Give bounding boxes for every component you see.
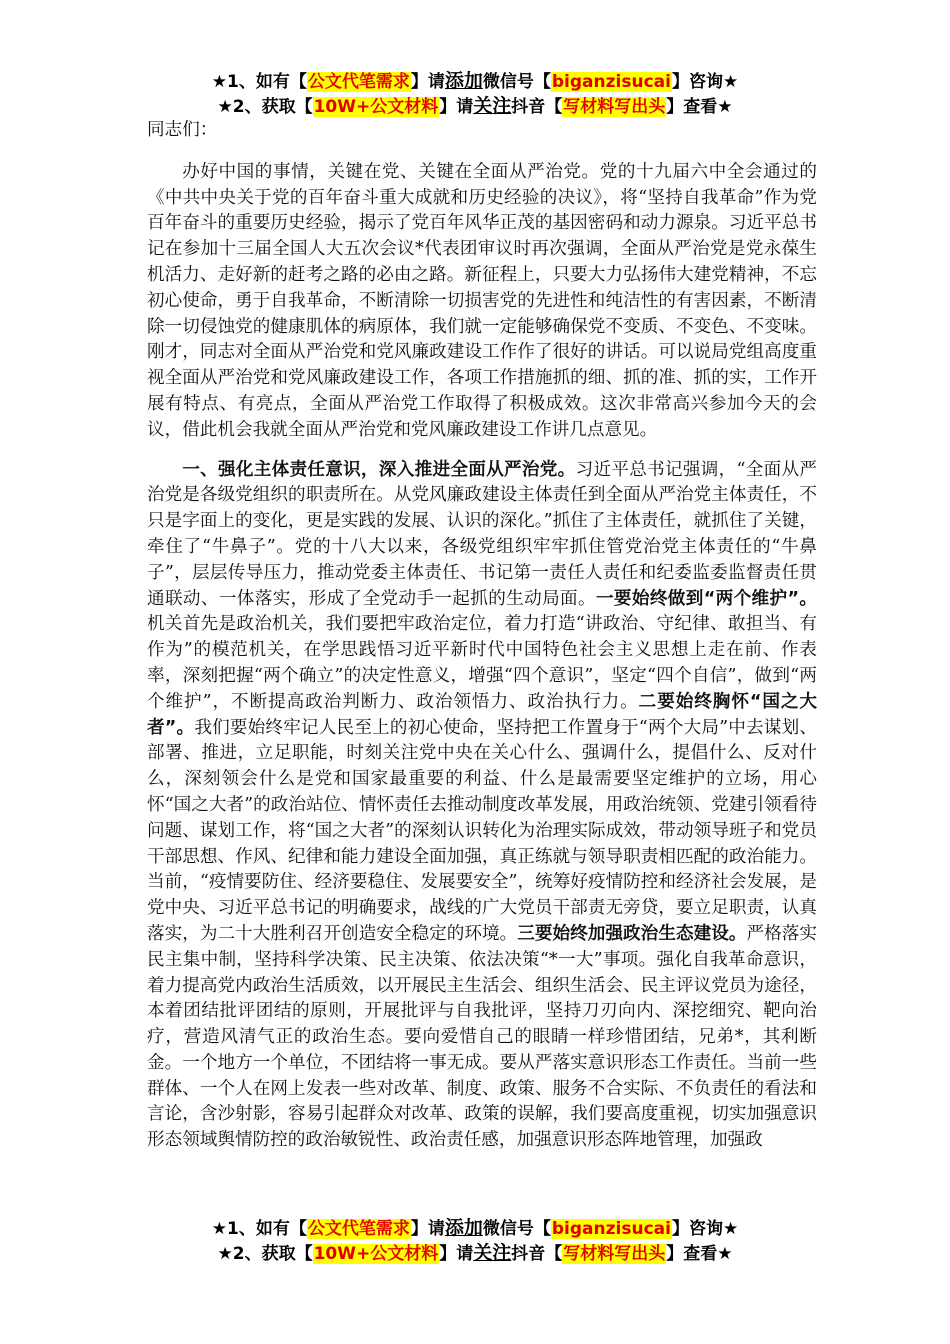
banner-line-2: ★2、获取【10W+公文材料】请关注抖音【写材料写出头】查看★ — [217, 1242, 733, 1264]
highlight-text: biganzisucai — [551, 72, 671, 92]
paragraph-section-1: 一、强化主体责任意识，深入推进全面从严治党。习近平总书记强调，“全面从严治党是各级党组织的职责所在。从党风廉政建设主体责任到全面从严治党主体责任，不只是字面上的变化，更是实践的发展、认识的深化。”抓住了主体责任，就抓住了关键，牵住了“牛鼻子”。党的十八大以来，各级党组织牢牢抓住管党治党主体责任的“牛鼻子”，层层传导压力，推动党委主体责任、书记第一责任人责任和纪委监委监督责任贯通联动、一体落实，形成了全党动手一起抓的生动局面。一要始终做到“两个维护”。机关首先是政治机关，我们要把牢政治定位，着力打造“讲政治、守纪律、敢担当、有作为”的模范机关，在学思践悟习近平新时代中国特色社会主义思想上走在前、作表率，深刻把握“两个确立”的决定性意义，增强“四个意识”，坚定“四个自信”，做到“两个维护”，不断提高政治判断力、政治领悟力、政治执行力。二要始终胸怀“国之大者”。我们要始终牢记人民至上的初心使命，坚持把工作置身于“两个大局”中去谋划、部署、推进，立足职能，时刻关注党中央在关心什么、强调什么，提倡什么、反对什么，深刻领会什么是党和国家最重要的利益、什么是最需要坚定维护的立场，用心怀“国之大者”的政治站位、情怀责任去推动制度改革发展，用政治统领、党建引领看待问题、谋划工作，将“国之大者”的深刻认识转化为治理实际成效，带动领导班子和党员干部思想、作风、纪律和能力建设全面加强，真正练就与领导职责相匹配的政治能力。当前，“疫情要防住、经济要稳住、发展要安全”，统筹好疫情防控和经济社会发展，是党中央、习近平总书记的明确要求，战线的广大党员干部责无旁贷，要立足职责，认真落实，为二十大胜利召开创造安全稳定的环境。三要始终加强政治生态建设。严格落实民主集中制，坚持科学决策、民主决策、依法决策“*一大”事项。强化自我革命意识，着力提高党内政治生活质效，以开展民主生活会、组织生活会、民主评议党员为途径，本着团结批评团结的原则，开展批评与自我批评，坚持刀刃向内、深挖细究、靶向治疗，营造风清气正的政治生态。要向爱惜自己的眼睛一样珍惜团结，兄弟*，其利断金。一个地方一个单位，不团结将一事无成。要从严落实意识形态工作责任。当前一些群体、一个人在网上发表一些对改革、制度、政策、服务不合实际、不负责任的看法和言论，含沙射影，容易引起群众对改革、政策的误解，我们要高度重视，切实加强意识形态领域舆情防控的政治敏锐性、政治责任感，加强意识形态阵地管理，加强政 — [147, 459, 817, 1151]
highlight-text: 写材料写出头 — [563, 1244, 666, 1264]
highlight-text: biganzisucai — [551, 1219, 671, 1239]
highlight-text: 公文代笔需求 — [307, 1219, 410, 1239]
highlight-text: 10W+公文材料 — [313, 97, 439, 117]
highlight-text: 公文代笔需求 — [307, 72, 410, 92]
banner-line-1: ★1、如有【公文代笔需求】请添加微信号【biganzisucai】咨询★ — [211, 1217, 739, 1239]
highlight-text: 写材料写出头 — [563, 97, 666, 117]
banner-line-2: ★2、获取【10W+公文材料】请关注抖音【写材料写出头】查看★ — [217, 95, 733, 117]
salutation: 同志们： — [147, 120, 218, 140]
banner-line-1: ★1、如有【公文代笔需求】请添加微信号【biganzisucai】咨询★ — [211, 70, 739, 92]
promo-banner-bottom — [0, 1216, 950, 1266]
point-heading: 三要始终加强政治生态建设。 — [517, 923, 747, 944]
point-heading: 一要始终做到“两个维护”。 — [595, 588, 817, 609]
document-body — [147, 118, 817, 1154]
highlight-text: 10W+公文材料 — [313, 1244, 439, 1264]
paragraph-intro: 办好中国的事情，关键在党、关键在全面从严治党。党的十九届六中全会通过的《中共中央关于党的百年奋斗重大成就和历史经验的决议》，将“坚持自我革命”作为党百年奋斗的重要历史经验，揭示了党百年风华正茂的基因密码和动力源泉。习近平总书记在参加十三届全国人大五次会议*代表团审议时再次强调，全面从严治党是党永葆生机活力、走好新的赶考之路的必由之路。新征程上，只要大力弘扬伟大建党精神，不忘初心使命，勇于自我革命，不断清除一切损害党的先进性和纯洁性的有害因素，不断清除一切侵蚀党的健康肌体的病原体，我们就一定能够确保党不变质、不变色、不变味。刚才，同志对全面从严治党和党风廉政建设工作作了很好的讲话。可以说局党组高度重视全面从严治党和党风廉政建设工作，各项工作措施抓的细、抓的准、抓的实，工作开展有特点、有亮点，全面从严治党工作取得了积极成效。这次非常高兴参加今天的会议，借此机会我就全面从严治党和党风廉政建设工作讲几点意见。 — [147, 161, 817, 440]
point-heading: 二要始终胸怀“国之大者”。 — [147, 691, 817, 738]
promo-banner-top — [0, 69, 950, 119]
section-heading: 一、强化主体责任意识，深入推进全面从严治党。 — [182, 459, 576, 480]
